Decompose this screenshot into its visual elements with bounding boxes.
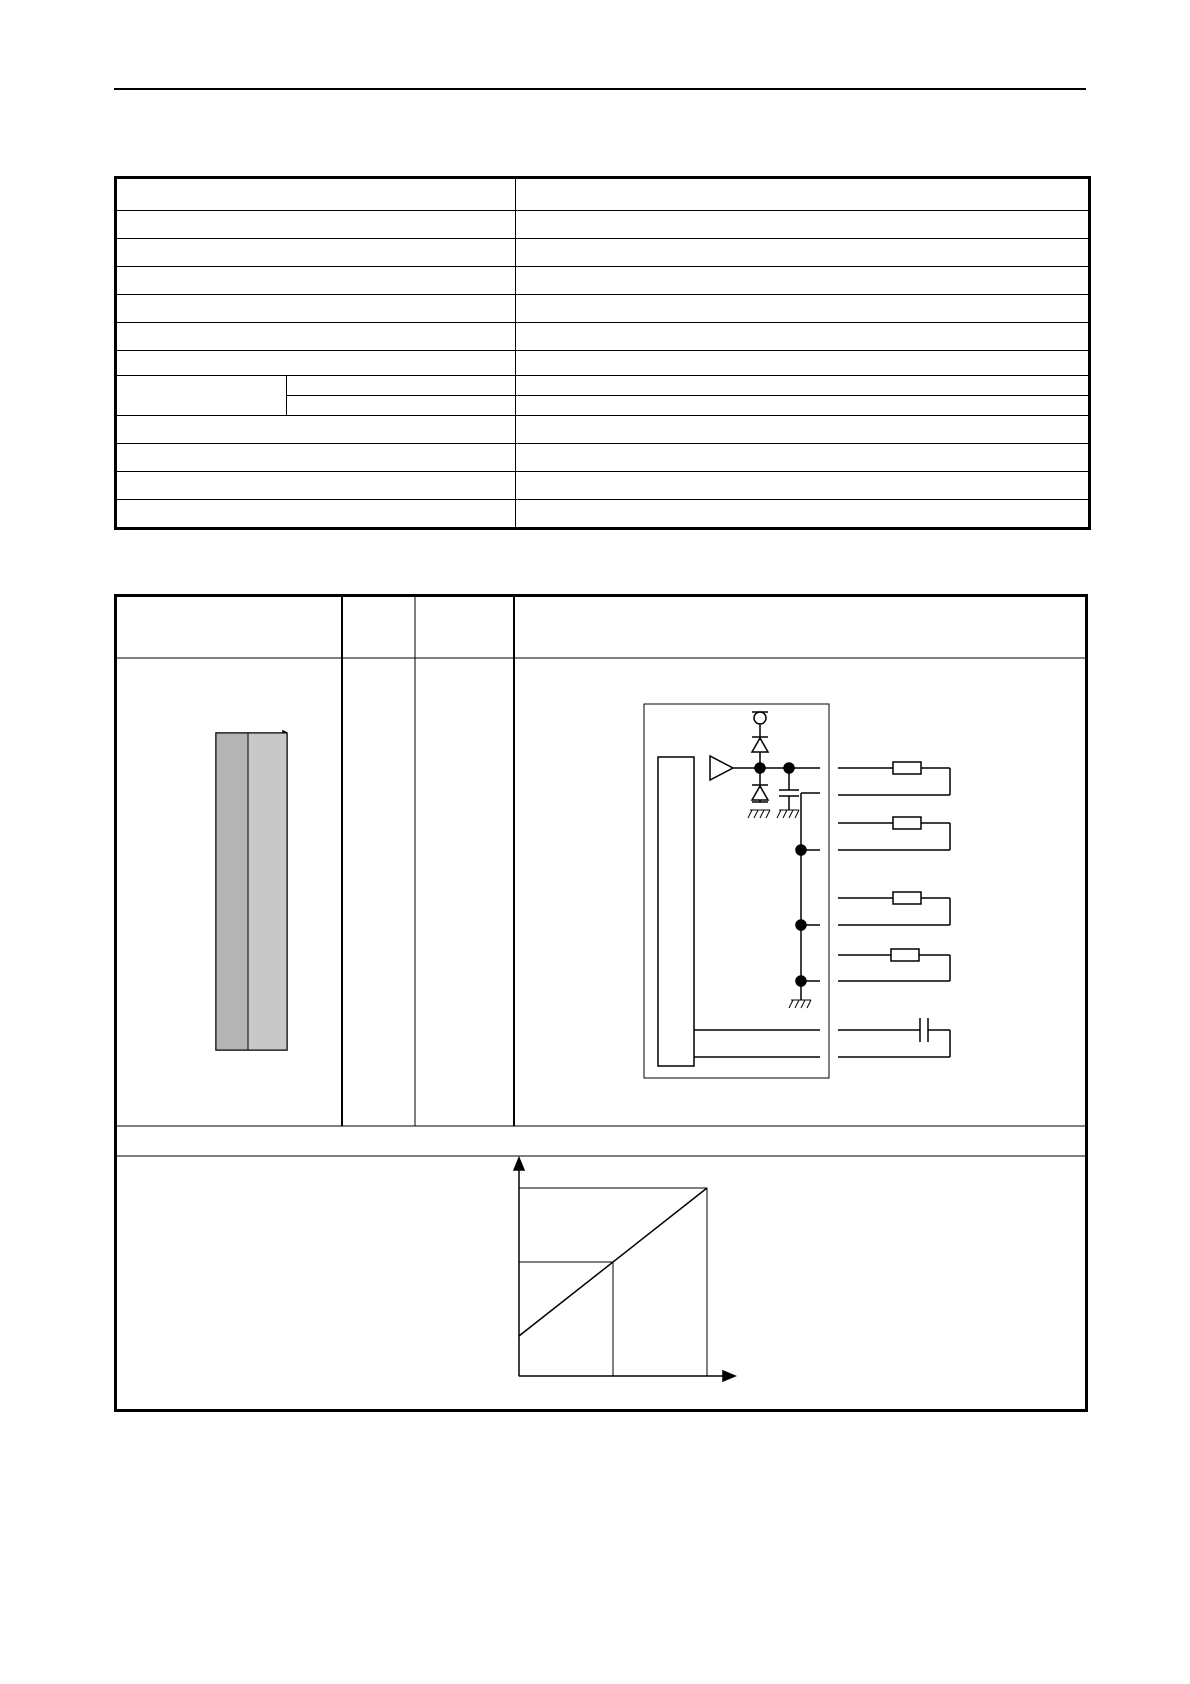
external-resistor-loops <box>694 762 950 1057</box>
ground-symbol <box>777 810 799 818</box>
buffer-symbol <box>710 756 733 780</box>
characteristic-graph <box>514 1158 735 1381</box>
junction-dot <box>784 763 794 773</box>
terminal-block <box>216 731 287 1050</box>
resistor <box>893 817 921 829</box>
x-axis-arrow <box>723 1371 735 1381</box>
ground-symbol <box>748 810 770 818</box>
resistor <box>891 949 919 961</box>
ground-symbol <box>789 1000 811 1008</box>
protection-diodes <box>752 712 768 802</box>
y-axis-arrow <box>514 1158 524 1170</box>
junction-dot <box>755 763 765 773</box>
resistor <box>893 762 921 774</box>
filter-capacitor <box>779 768 799 810</box>
resistor <box>893 892 921 904</box>
circuit-schematic <box>644 704 950 1078</box>
